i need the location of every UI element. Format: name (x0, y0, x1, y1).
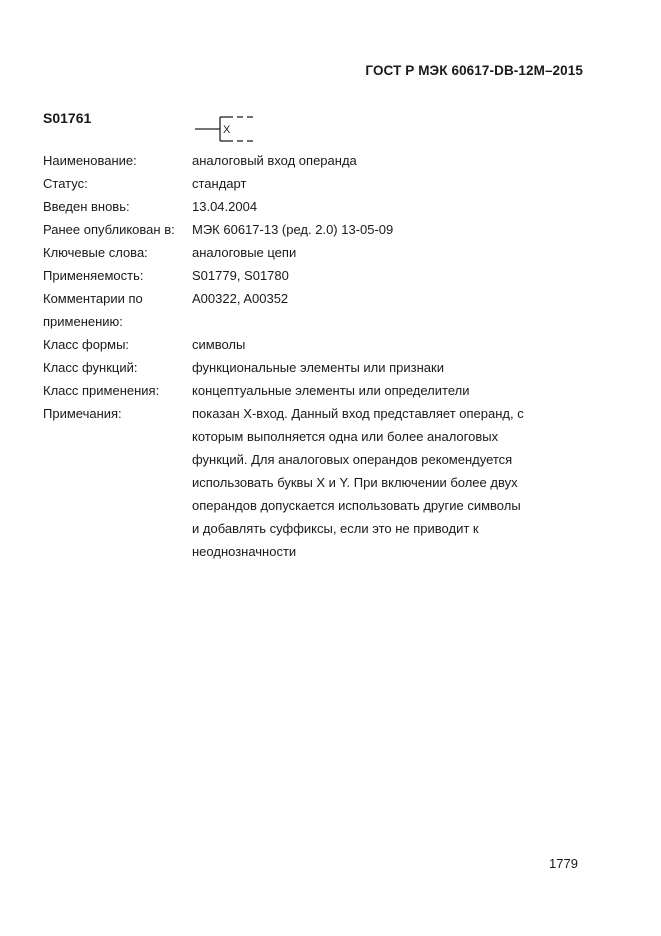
field-label: Ранее опубликован в: (43, 222, 175, 237)
field-value: A00322, A00352 (192, 291, 289, 306)
field-row (43, 218, 563, 241)
page-number: 1779 (549, 856, 578, 871)
field-label: Класс функций: (43, 360, 138, 375)
field-value: S01779, S01780 (192, 268, 289, 283)
field-value: символы (192, 337, 246, 352)
field-value: функций. Для аналоговых операндов рекомендуется (192, 452, 513, 467)
field-value: показан X-вход. Данный вход представляет операнд, с (192, 406, 524, 421)
field-row (43, 540, 563, 563)
field-label (43, 517, 192, 540)
field-label (43, 425, 192, 448)
field-row (43, 333, 563, 356)
field-label: применению: (43, 314, 123, 329)
field-row (43, 241, 563, 264)
field-label (43, 448, 192, 471)
field-row (43, 195, 563, 218)
field-value: и добавлять суффиксы, если это не приводит к (192, 521, 479, 536)
field-label: Ключевые слова: (43, 245, 148, 260)
field-value: МЭК 60617-13 (ред. 2.0) 13-05-09 (192, 222, 394, 237)
field-label: Класс применения: (43, 383, 160, 398)
field-label: Комментарии по (43, 291, 143, 306)
field-row (43, 471, 563, 494)
field-label: Введен вновь: (43, 199, 130, 214)
field-value: операндов допускается использовать другие символы (192, 498, 521, 513)
field-value: 13.04.2004 (192, 199, 258, 214)
field-row (43, 149, 563, 172)
field-value: неоднозначности (192, 544, 297, 559)
field-row (43, 425, 563, 448)
field-label (43, 540, 192, 563)
field-value: которым выполняется одна или более аналоговых (192, 429, 499, 444)
field-row (43, 517, 563, 540)
field-row (43, 172, 563, 195)
field-value: аналоговый вход операнда (192, 153, 357, 168)
field-row (43, 448, 563, 471)
field-value (192, 310, 563, 333)
field-label: Наименование: (43, 153, 137, 168)
field-row (43, 264, 563, 287)
field-label (43, 471, 192, 494)
field-row (43, 356, 563, 379)
symbol-code: S01761 (43, 110, 92, 126)
field-label: Статус: (43, 176, 88, 191)
field-row (43, 379, 563, 402)
field-label (43, 494, 192, 517)
symbol-attributes-table (43, 149, 563, 563)
field-row (43, 287, 563, 310)
field-label: Класс формы: (43, 337, 130, 352)
analog-operand-input-symbol-icon (192, 112, 258, 146)
field-value: концептуальные элементы или определители (192, 383, 470, 398)
field-label: Примечания: (43, 406, 122, 421)
symbol-label: X (223, 124, 231, 136)
field-row (43, 494, 563, 517)
field-value: функциональные элементы или признаки (192, 360, 444, 375)
field-row (43, 310, 563, 333)
field-label: Применяемость: (43, 268, 144, 283)
document-standard-header: ГОСТ Р МЭК 60617-DB-12M–2015 (365, 63, 583, 78)
field-row (43, 402, 563, 425)
field-value: использовать буквы X и Y. При включении более двух (192, 475, 518, 490)
field-value: стандарт (192, 176, 247, 191)
field-value: аналоговые цепи (192, 245, 297, 260)
